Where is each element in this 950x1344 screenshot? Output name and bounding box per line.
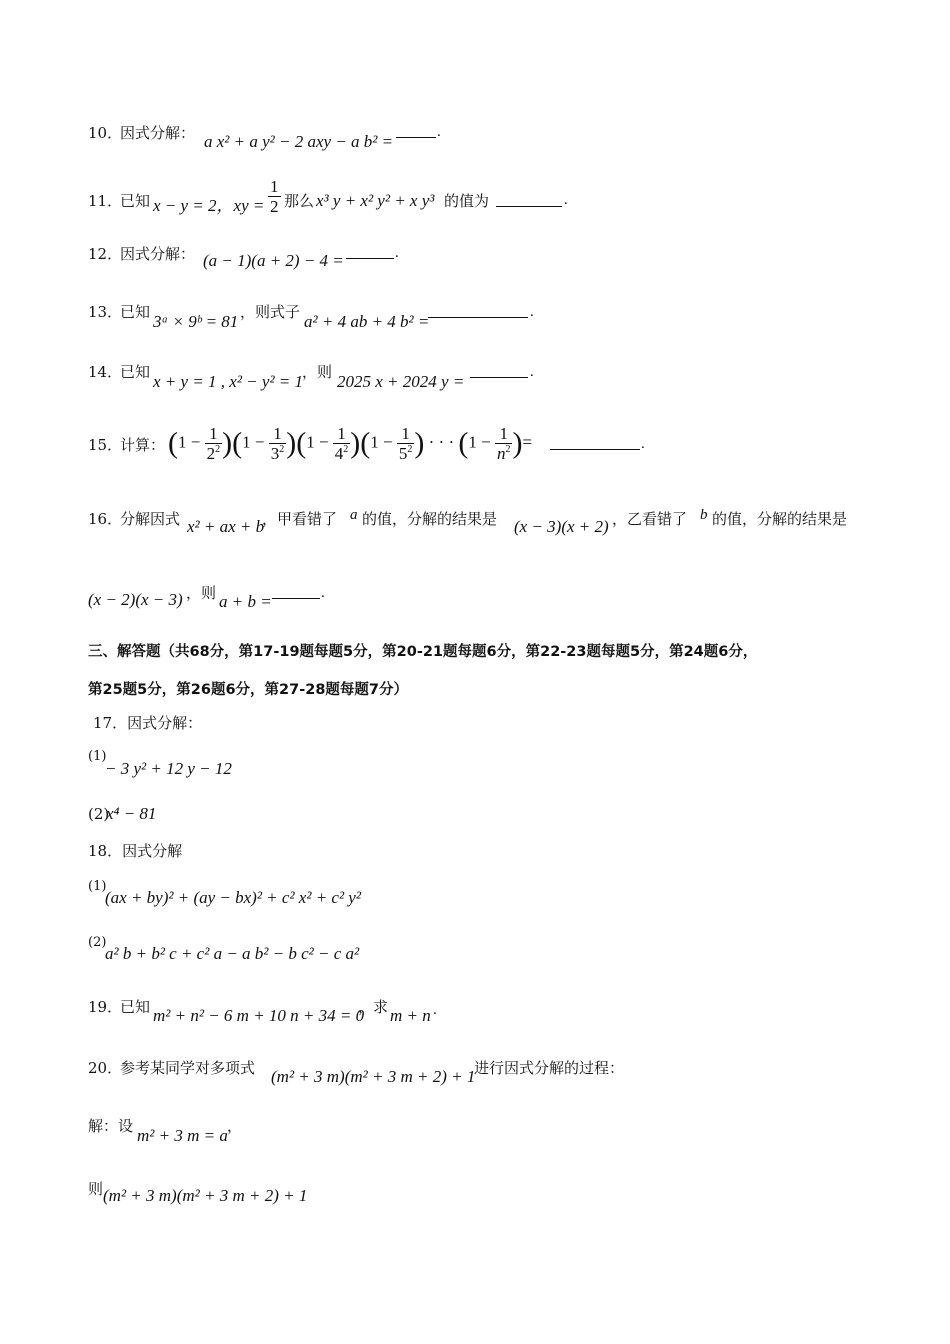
q11-fraction: $\frac{1}{2}$ <box>270 177 279 216</box>
q16-result-1: (x − 3)(x + 2) <box>514 517 609 536</box>
q11-number: 11． <box>88 192 123 210</box>
q15-answer-blank[interactable] <box>550 449 640 450</box>
q15-period: . <box>641 436 645 452</box>
q20-substitution: m² + 3 m = a <box>137 1126 228 1145</box>
q20-suffix: 进行因式分解的过程： <box>474 1059 625 1077</box>
q19-mid: ，求 <box>358 998 389 1016</box>
q11-condition: x − y = 2，xy = <box>153 196 265 215</box>
q18-part-1-label: (1) <box>88 879 107 894</box>
q11-suffix: 的值为 <box>444 192 490 210</box>
q19-number: 19． <box>88 998 123 1016</box>
q14-mid: ，则 <box>302 363 333 381</box>
q14-prefix: 已知 <box>120 363 151 381</box>
q16-answer-blank[interactable] <box>272 598 320 599</box>
q18-part-2-label: (2) <box>88 935 107 950</box>
q16-number: 16． <box>88 510 123 528</box>
q20-comma: ， <box>227 1117 243 1135</box>
q11-period: . <box>564 192 568 208</box>
q16-expression: a + b = <box>219 592 272 611</box>
q16-var-b: b <box>700 507 708 523</box>
q13-prefix: 已知 <box>120 303 151 321</box>
q16-polynomial: x² + ax + b <box>187 517 265 536</box>
q16-var-a: a <box>350 507 358 523</box>
q12-label: 因式分解： <box>120 245 196 263</box>
q14-answer-blank[interactable] <box>470 377 528 378</box>
q13-condition: 3ᵃ × 9ᵇ = 81 <box>153 312 239 331</box>
q14-number: 14． <box>88 363 123 381</box>
q15-ellipsis: · · · <box>428 432 455 452</box>
q11-expression: x³ y + x² y² + x y³ <box>316 191 435 210</box>
q12-expression: (a − 1)(a + 2) − 4 = <box>203 251 344 270</box>
q16-text-5: ，则 <box>186 584 217 602</box>
q13-number: 13． <box>88 303 123 321</box>
q17-title: 17．因式分解： <box>93 714 203 732</box>
q17-part-2: x⁴ − 81 <box>106 804 157 823</box>
q20-then-expression: (m² + 3 m)(m² + 3 m + 2) + 1 <box>103 1186 308 1205</box>
q12-answer-blank[interactable] <box>346 258 394 259</box>
q18-part-1: (ax + by)² + (ay − bx)² + c² x² + c² y² <box>105 888 361 907</box>
q20-expression: (m² + 3 m)(m² + 3 m + 2) + 1 <box>271 1067 476 1086</box>
q14-period: . <box>530 364 534 380</box>
q18-part-2: a² b + b² c + c² a − a b² − b c² − c a² <box>105 944 360 963</box>
q16-period: . <box>321 585 325 601</box>
q10-expression: a x² + a y² − 2 axy − a b² = <box>204 132 394 151</box>
q16-text-2: 的值，分解的结果是 <box>362 510 498 528</box>
q20-number: 20． <box>88 1059 123 1077</box>
q14-expression: 2025 x + 2024 y = <box>337 372 465 391</box>
q19-period: . <box>433 1002 437 1018</box>
q19-expression: m + n <box>390 1006 431 1025</box>
q13-expression: a² + 4 ab + 4 b² = <box>304 312 430 331</box>
q13-period: . <box>530 304 534 320</box>
q16-result-2: (x − 2)(x − 3) <box>88 590 183 609</box>
q10-number: 10． <box>88 124 123 142</box>
q15-product: (1 − $\frac{1}{2^2}$ )(1 − $\frac{1}{3^2}$ )(1 − $\frac{1}{4^2}$ )(1 − $\frac{1}{5^2}$ ) · · · (1 − $\frac{1}{n^2}$ )= <box>168 424 533 463</box>
q15-label: 计算： <box>120 436 166 454</box>
q20-then-label: 则 <box>88 1180 104 1198</box>
q13-answer-blank[interactable] <box>428 317 528 318</box>
section-3-line-1: 三、解答题（共68分，第17-19题每题5分，第20-21题每题6分，第22-23题每题5分，第24题6分， <box>88 644 758 660</box>
q20-solution-label: 解：设 <box>88 1117 134 1135</box>
q11-answer-blank[interactable] <box>496 206 562 207</box>
q20-prefix: 参考某同学对多项式 <box>120 1059 256 1077</box>
q13-mid: ，则式子 <box>240 303 301 321</box>
q10-period: . <box>437 124 441 140</box>
q15-number: 15． <box>88 436 123 454</box>
q16-text-3: ，乙看错了 <box>612 510 688 528</box>
q19-prefix: 已知 <box>120 998 151 1016</box>
q12-number: 12． <box>88 245 123 263</box>
q12-period: . <box>395 245 399 261</box>
q16-prefix: 分解因式 <box>120 510 181 528</box>
q11-mid: 那么 <box>284 192 315 210</box>
q16-text-4: 的值，分解的结果是 <box>712 510 848 528</box>
q19-condition: m² + n² − 6 m + 10 n + 34 = 0 <box>153 1006 365 1025</box>
q10-answer-blank[interactable] <box>396 137 436 138</box>
q17-part-2-label: (2) <box>88 805 110 823</box>
q14-condition: x + y = 1 , x² − y² = 1 <box>153 372 304 391</box>
q17-part-1-label: (1) <box>88 749 107 764</box>
q11-prefix: 已知 <box>120 192 151 210</box>
section-3-line-2: 第25题5分，第26题6分，第27-28题每题7分） <box>88 682 408 698</box>
q17-part-1: − 3 y² + 12 y − 12 <box>105 759 232 778</box>
q10-label: 因式分解： <box>120 124 196 142</box>
q16-text-1: ，甲看错了 <box>262 510 338 528</box>
q18-title: 18．因式分解 <box>88 842 183 860</box>
q15-equals: = <box>522 432 533 452</box>
